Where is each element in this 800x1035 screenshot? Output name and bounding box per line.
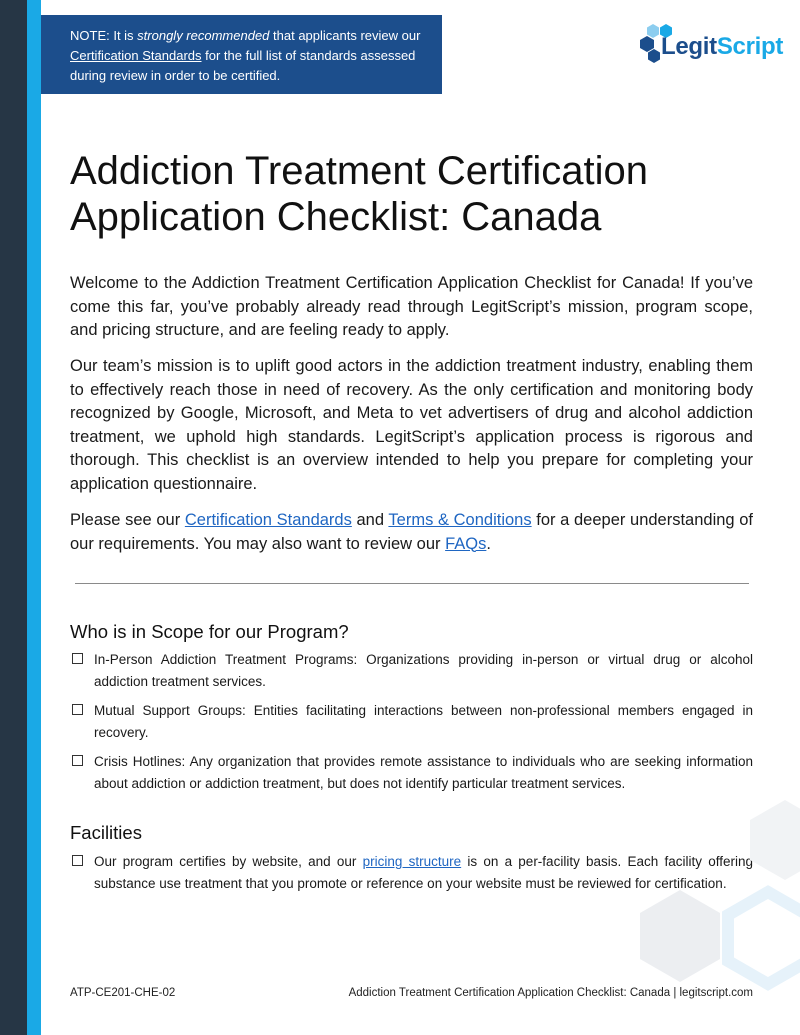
p3-text-c: for a deeper understanding of our requirements. You may also want to review our (70, 511, 754, 553)
footer-text: Addiction Treatment Certification Application Checklist: Canada | legitscript.com (348, 987, 753, 999)
note-link-certification-standards[interactable]: Certification Standards (70, 48, 202, 63)
note-box (41, 15, 442, 94)
checklist-item-text: Mutual Support Groups: Entities facilitating interactions between non-professional members engaged in recovery. (94, 703, 753, 740)
left-cyan-stripe (27, 0, 41, 1035)
intro-paragraph-3 (70, 509, 753, 556)
link-faqs[interactable]: FAQs (445, 534, 487, 553)
scope-heading: Who is in Scope for our Program? (70, 621, 349, 642)
link-pricing-structure[interactable]: pricing structure (362, 854, 462, 869)
document-code: ATP-CE201-CHE-02 (70, 987, 176, 999)
page-title (70, 148, 770, 240)
note-prefix: NOTE: It is (70, 28, 138, 43)
checklist-item (70, 649, 753, 692)
logo-legit: Legit (661, 33, 717, 60)
note-suffix: for the full list of standards assessed during review in order to be certified. (70, 48, 416, 83)
p3-text-a: Please see our (70, 511, 185, 529)
checklist-item (70, 700, 753, 743)
title-line-2: Application Checklist: Canada (70, 195, 602, 239)
facilities-text-b: is on a per-facility basis. Each facility offering substance use treatment that you promote or reference on your website must be reviewed for certification. (94, 854, 754, 891)
checklist-item-text: Crisis Hotlines: Any organization that provides remote assistance to individuals who are seeking information about addiction or addiction treatment, but does not identify particular treatment services. (94, 754, 753, 791)
p3-text-d: . (486, 534, 491, 553)
left-dark-stripe (0, 0, 27, 1035)
checklist-item (70, 751, 753, 794)
section-divider (75, 583, 749, 584)
intro-paragraph-2: Our team’s mission is to uplift good actors in the addiction treatment industry, enabling them to effectively reach those in need of recovery. As the only certification and monitoring body recognized by Google, Microsoft, and Meta to vet advertisers of drug and alcohol addiction treatment, we uphold high standards. LegitScript’s application process is rigorous and thorough. This checklist is an overview intended to help you prepare for completing your application questionnaire. (70, 357, 753, 493)
link-certification-standards[interactable]: Certification Standards (184, 511, 352, 529)
intro-paragraph-1: Welcome to the Addiction Treatment Certification Application Checklist for Canada! If you’ve come this far, you’ve probably already read through LegitScript’s mission, program scope, and pricing structure, and are feeling ready to apply. (70, 274, 753, 339)
title-line-1: Addiction Treatment Certification (70, 149, 649, 193)
checkbox[interactable] (72, 855, 83, 866)
p3-text-b: and (351, 511, 389, 529)
note-middle: that applicants review our (269, 28, 421, 43)
link-terms-conditions[interactable]: Terms & Conditions (388, 511, 532, 529)
checkbox[interactable] (72, 704, 83, 715)
checkbox[interactable] (72, 653, 83, 664)
facilities-heading: Facilities (70, 822, 142, 843)
note-emphasis: strongly recommended (137, 28, 270, 43)
facilities-text-a: Our program certifies by website, and our (94, 854, 363, 869)
checklist-item-text: In-Person Addiction Treatment Programs: Organizations providing in-person or virtual drug or alcohol addiction treatment services. (94, 652, 753, 689)
logo-script: Script (716, 33, 784, 60)
legitscript-logo (661, 33, 783, 61)
decorative-hexagons-icon (620, 800, 800, 1000)
checkbox[interactable] (72, 755, 83, 766)
